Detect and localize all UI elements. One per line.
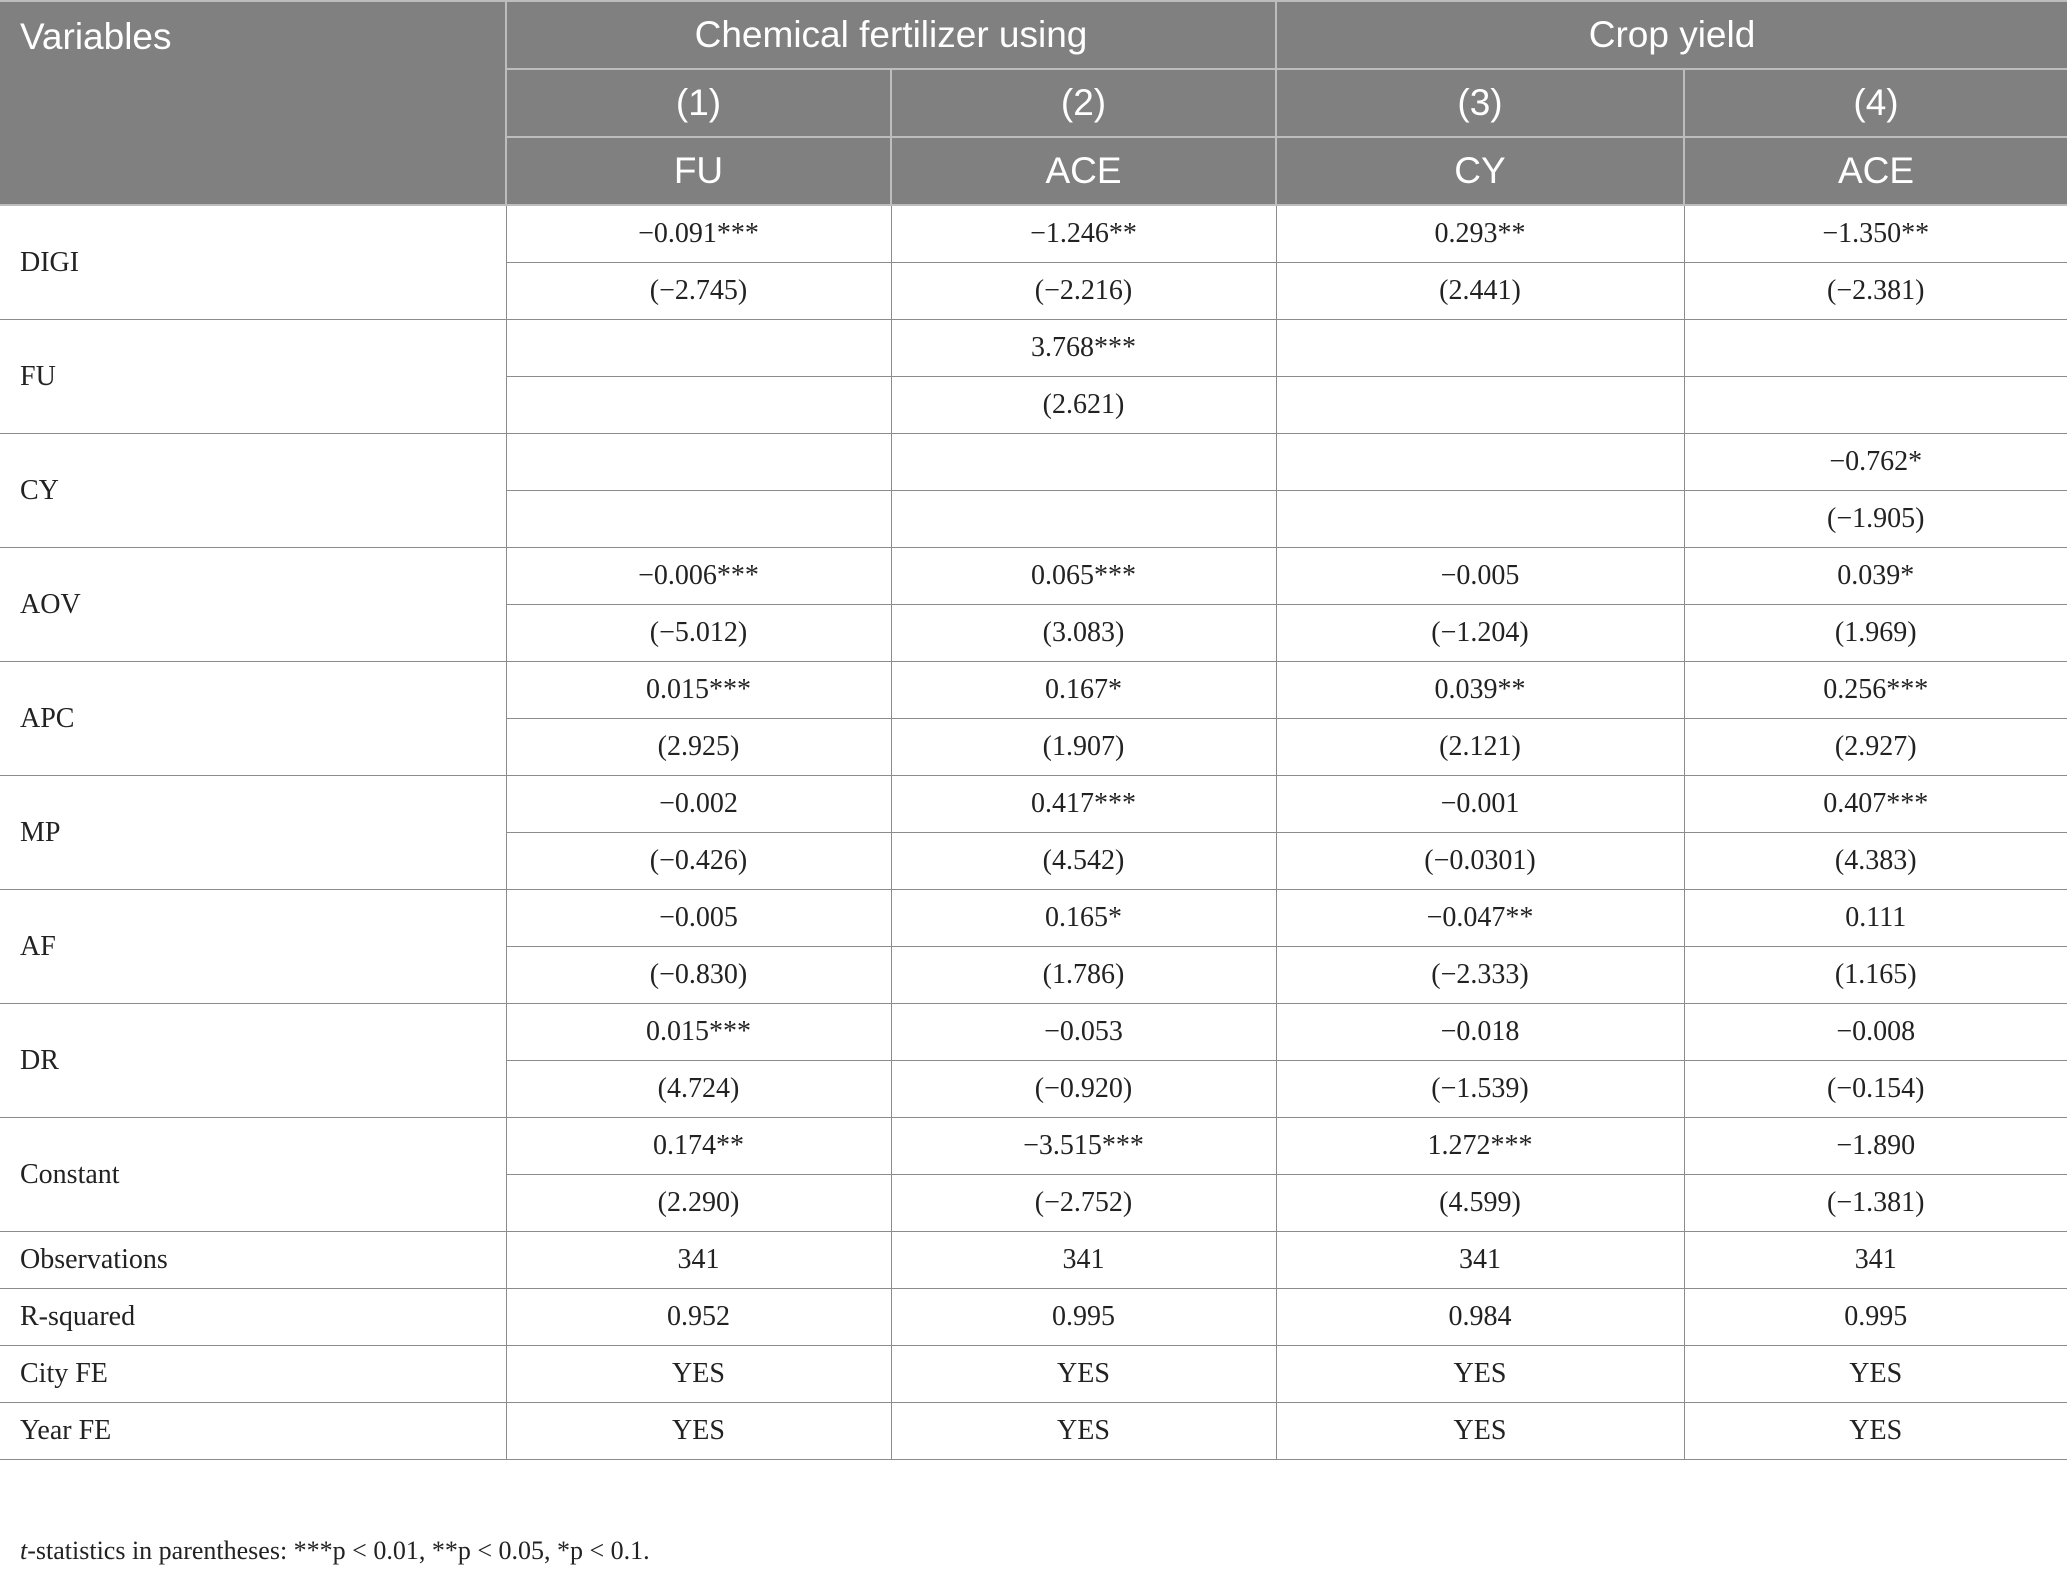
t-statistic-cell bbox=[1276, 491, 1684, 548]
stat-cell: YES bbox=[1276, 1346, 1684, 1403]
t-statistic-cell: (1.165) bbox=[1684, 947, 2067, 1004]
t-statistic-cell: (−1.381) bbox=[1684, 1175, 2067, 1232]
coefficient-cell bbox=[891, 434, 1276, 491]
table-row-coef bbox=[0, 320, 2067, 377]
coefficient-cell: −0.762* bbox=[1684, 434, 2067, 491]
coefficient-cell bbox=[1684, 320, 2067, 377]
t-statistic-cell: (−0.830) bbox=[506, 947, 891, 1004]
coefficient-cell: −0.053 bbox=[891, 1004, 1276, 1061]
stat-cell: 341 bbox=[1276, 1232, 1684, 1289]
stat-cell: YES bbox=[506, 1403, 891, 1460]
t-statistic-cell: (3.083) bbox=[891, 605, 1276, 662]
row-label: AF bbox=[0, 890, 506, 1004]
coefficient-cell: −0.002 bbox=[506, 776, 891, 833]
t-statistic-cell: (−2.745) bbox=[506, 263, 891, 320]
t-statistic-cell: (−0.154) bbox=[1684, 1061, 2067, 1118]
t-statistic-cell: (2.621) bbox=[891, 377, 1276, 434]
coefficient-cell: 0.039* bbox=[1684, 548, 2067, 605]
row-label: Year FE bbox=[0, 1403, 506, 1460]
coefficient-cell: 0.293** bbox=[1276, 205, 1684, 263]
column-number: (1) bbox=[506, 69, 891, 137]
stat-cell: 341 bbox=[891, 1232, 1276, 1289]
coefficient-cell: 0.256*** bbox=[1684, 662, 2067, 719]
stat-cell: YES bbox=[1684, 1403, 2067, 1460]
table-row-stat bbox=[0, 1289, 2067, 1346]
t-statistic-cell: (1.969) bbox=[1684, 605, 2067, 662]
row-label: Observations bbox=[0, 1232, 506, 1289]
stat-cell: YES bbox=[891, 1346, 1276, 1403]
row-label: Constant bbox=[0, 1118, 506, 1232]
column-name: FU bbox=[506, 137, 891, 205]
coefficient-cell: 0.174** bbox=[506, 1118, 891, 1175]
coefficient-cell: −0.005 bbox=[1276, 548, 1684, 605]
coefficient-cell: 3.768*** bbox=[891, 320, 1276, 377]
t-statistic-cell: (−1.539) bbox=[1276, 1061, 1684, 1118]
t-statistic-cell bbox=[506, 491, 891, 548]
stat-cell: YES bbox=[891, 1403, 1276, 1460]
stat-cell: 0.952 bbox=[506, 1289, 891, 1346]
t-statistic-cell: (4.599) bbox=[1276, 1175, 1684, 1232]
t-statistic-cell: (−2.333) bbox=[1276, 947, 1684, 1004]
footnote-italic: t bbox=[20, 1536, 28, 1565]
t-statistic-cell: (1.786) bbox=[891, 947, 1276, 1004]
coefficient-cell: 0.417*** bbox=[891, 776, 1276, 833]
coefficient-cell: −0.018 bbox=[1276, 1004, 1684, 1061]
footnote-text: -statistics in parentheses: ***p < 0.01, **p < 0.05, *p < 0.1. bbox=[27, 1536, 650, 1565]
table-row-coef bbox=[0, 1118, 2067, 1175]
t-statistic-cell: (−2.381) bbox=[1684, 263, 2067, 320]
column-number: (3) bbox=[1276, 69, 1684, 137]
table-row-coef bbox=[0, 205, 2067, 263]
coefficient-cell: 0.015*** bbox=[506, 1004, 891, 1061]
column-name: ACE bbox=[1684, 137, 2067, 205]
stat-cell: YES bbox=[1276, 1403, 1684, 1460]
t-statistic-cell: (−2.752) bbox=[891, 1175, 1276, 1232]
row-label: CY bbox=[0, 434, 506, 548]
row-label: FU bbox=[0, 320, 506, 434]
stat-cell: 0.995 bbox=[1684, 1289, 2067, 1346]
footnote bbox=[20, 1536, 650, 1566]
table-row-coef bbox=[0, 434, 2067, 491]
table-row-coef bbox=[0, 662, 2067, 719]
stat-cell: 0.995 bbox=[891, 1289, 1276, 1346]
t-statistic-cell: (−1.905) bbox=[1684, 491, 2067, 548]
row-label: DIGI bbox=[0, 205, 506, 320]
stat-cell: 0.984 bbox=[1276, 1289, 1684, 1346]
table-row-stat bbox=[0, 1403, 2067, 1460]
stat-cell: 341 bbox=[1684, 1232, 2067, 1289]
t-statistic-cell: (2.441) bbox=[1276, 263, 1684, 320]
coefficient-cell: 0.407*** bbox=[1684, 776, 2067, 833]
row-label: APC bbox=[0, 662, 506, 776]
column-name: CY bbox=[1276, 137, 1684, 205]
variables-header: Variables bbox=[0, 1, 506, 205]
column-number: (4) bbox=[1684, 69, 2067, 137]
coefficient-cell: 0.167* bbox=[891, 662, 1276, 719]
t-statistic-cell: (−5.012) bbox=[506, 605, 891, 662]
table-row-stat bbox=[0, 1346, 2067, 1403]
table-row-coef bbox=[0, 890, 2067, 947]
row-label: DR bbox=[0, 1004, 506, 1118]
coefficient-cell: −0.006*** bbox=[506, 548, 891, 605]
row-label: R-squared bbox=[0, 1289, 506, 1346]
t-statistic-cell: (−2.216) bbox=[891, 263, 1276, 320]
coefficient-cell bbox=[506, 320, 891, 377]
coefficient-cell: −1.350** bbox=[1684, 205, 2067, 263]
stat-cell: 341 bbox=[506, 1232, 891, 1289]
coefficient-cell: −0.091*** bbox=[506, 205, 891, 263]
table-row-stat bbox=[0, 1232, 2067, 1289]
stat-cell: YES bbox=[1684, 1346, 2067, 1403]
coefficient-cell: 0.165* bbox=[891, 890, 1276, 947]
t-statistic-cell: (−0.0301) bbox=[1276, 833, 1684, 890]
stat-cell: YES bbox=[506, 1346, 891, 1403]
t-statistic-cell bbox=[1684, 377, 2067, 434]
table-row-coef bbox=[0, 548, 2067, 605]
coefficient-cell: −1.246** bbox=[891, 205, 1276, 263]
coefficient-cell bbox=[506, 434, 891, 491]
coefficient-cell: 1.272*** bbox=[1276, 1118, 1684, 1175]
coefficient-cell: −0.001 bbox=[1276, 776, 1684, 833]
coefficient-cell: −0.005 bbox=[506, 890, 891, 947]
coefficient-cell: 0.039** bbox=[1276, 662, 1684, 719]
column-number: (2) bbox=[891, 69, 1276, 137]
t-statistic-cell: (−0.920) bbox=[891, 1061, 1276, 1118]
t-statistic-cell: (4.542) bbox=[891, 833, 1276, 890]
coefficient-cell: −1.890 bbox=[1684, 1118, 2067, 1175]
t-statistic-cell: (2.121) bbox=[1276, 719, 1684, 776]
t-statistic-cell bbox=[891, 491, 1276, 548]
t-statistic-cell: (2.290) bbox=[506, 1175, 891, 1232]
coefficient-cell bbox=[1276, 434, 1684, 491]
table-row-coef bbox=[0, 1004, 2067, 1061]
t-statistic-cell: (4.724) bbox=[506, 1061, 891, 1118]
group-header-fertilizer: Chemical fertilizer using bbox=[506, 1, 1276, 69]
table-body bbox=[0, 205, 2067, 1460]
t-statistic-cell bbox=[1276, 377, 1684, 434]
coefficient-cell: −0.008 bbox=[1684, 1004, 2067, 1061]
row-label: AOV bbox=[0, 548, 506, 662]
column-name: ACE bbox=[891, 137, 1276, 205]
table-row-coef bbox=[0, 776, 2067, 833]
t-statistic-cell: (2.925) bbox=[506, 719, 891, 776]
coefficient-cell: −3.515*** bbox=[891, 1118, 1276, 1175]
coefficient-cell: 0.015*** bbox=[506, 662, 891, 719]
table-header bbox=[0, 1, 2067, 205]
group-header-crop-yield: Crop yield bbox=[1276, 1, 2067, 69]
row-label: MP bbox=[0, 776, 506, 890]
t-statistic-cell: (4.383) bbox=[1684, 833, 2067, 890]
t-statistic-cell bbox=[506, 377, 891, 434]
t-statistic-cell: (2.927) bbox=[1684, 719, 2067, 776]
t-statistic-cell: (−0.426) bbox=[506, 833, 891, 890]
t-statistic-cell: (−1.204) bbox=[1276, 605, 1684, 662]
t-statistic-cell: (1.907) bbox=[891, 719, 1276, 776]
coefficient-cell: 0.111 bbox=[1684, 890, 2067, 947]
coefficient-cell: 0.065*** bbox=[891, 548, 1276, 605]
coefficient-cell: −0.047** bbox=[1276, 890, 1684, 947]
row-label: City FE bbox=[0, 1346, 506, 1403]
coefficient-cell bbox=[1276, 320, 1684, 377]
